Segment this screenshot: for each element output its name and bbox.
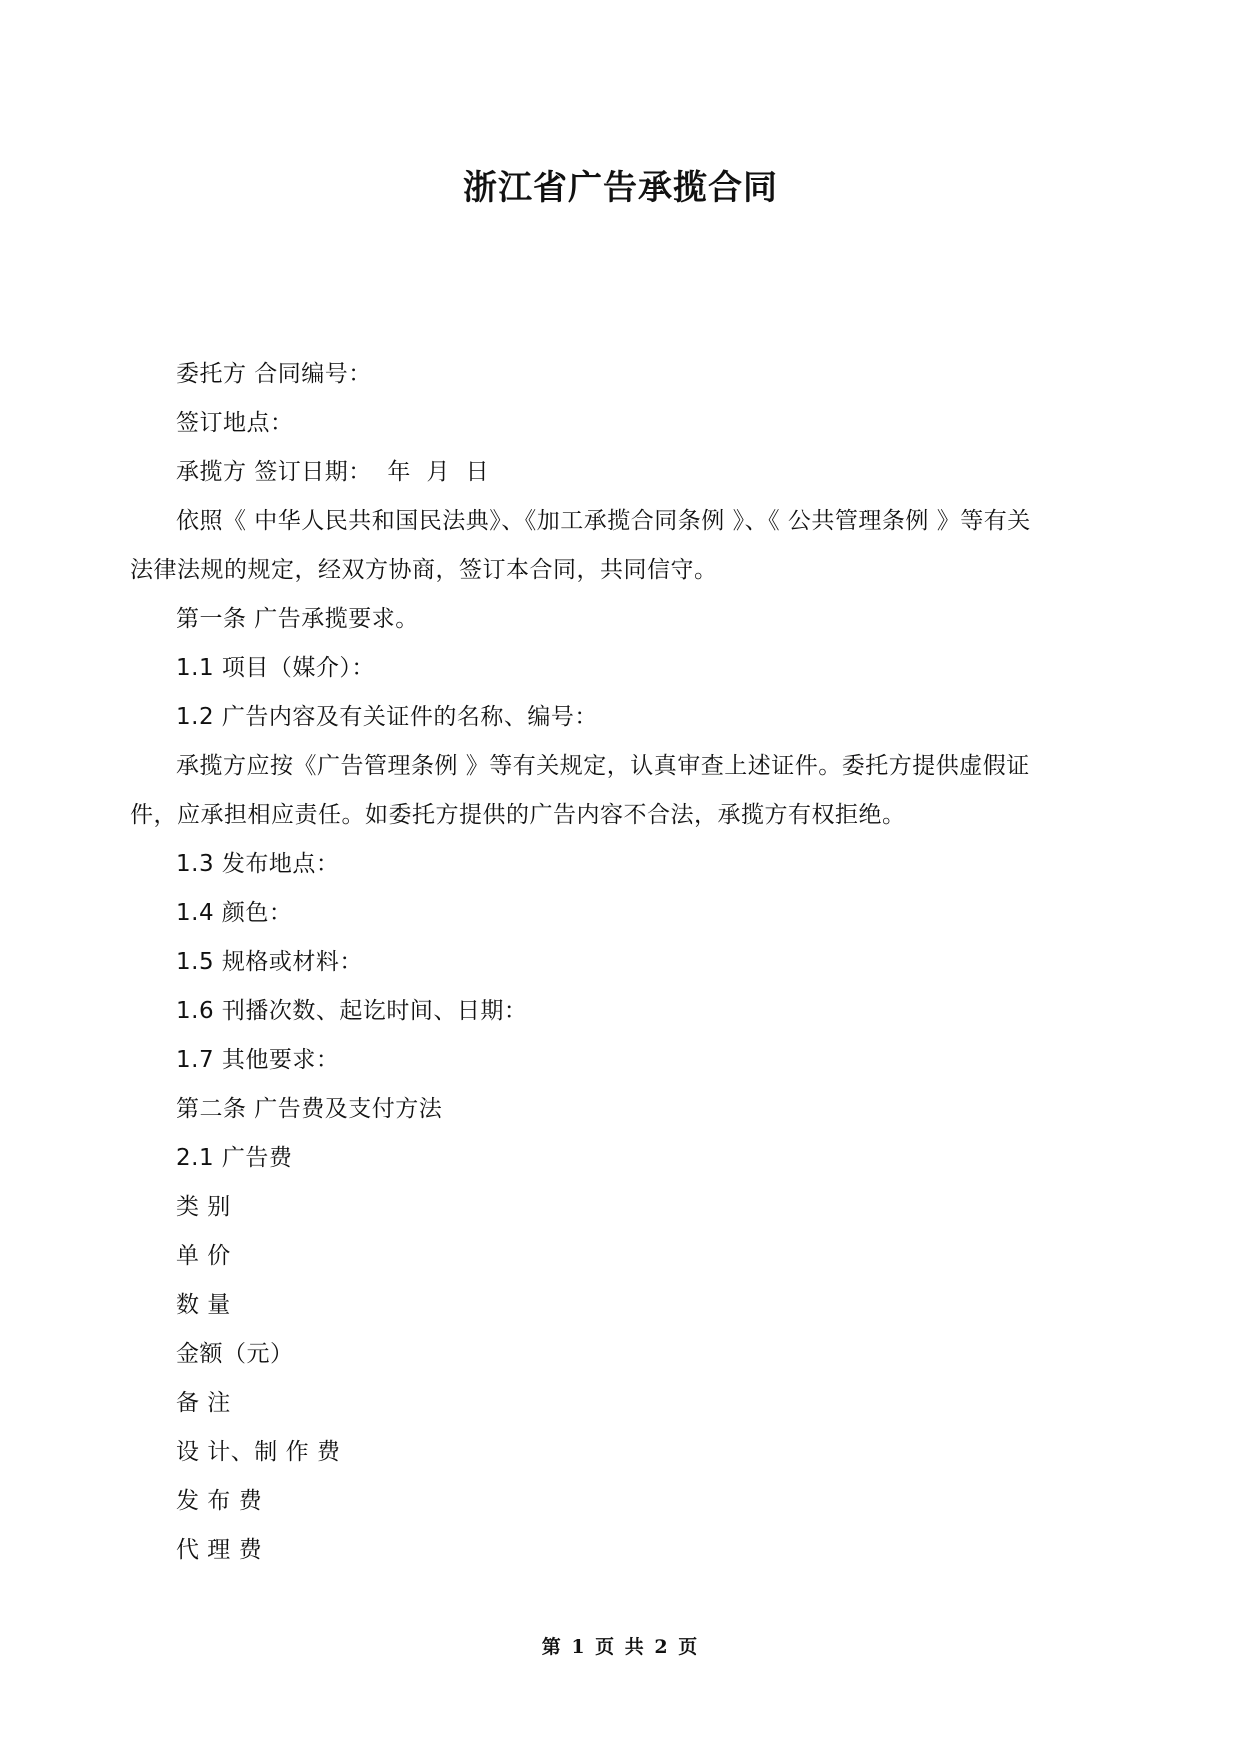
line-client-contract-no: 委托方 合同编号： bbox=[176, 361, 372, 387]
contract-body bbox=[130, 350, 1092, 1575]
item-1-5: 1.5 规格或材料： bbox=[176, 949, 363, 975]
item-1-7: 1.7 其他要求： bbox=[176, 1047, 340, 1073]
fee-agency: 代 理 费 bbox=[176, 1537, 263, 1563]
article-2-heading: 第二条 广告费及支付方法 bbox=[176, 1096, 443, 1122]
line-basis-1: 依照《 中华人民共和国民法典》、《加工承揽合同条例 》、《 公共管理条例 》等有关 bbox=[176, 508, 1031, 534]
item-1-1: 1.1 项目（媒介）： bbox=[176, 655, 375, 681]
item-2-1: 2.1 广告费 bbox=[176, 1145, 293, 1171]
page-footer: 第 1 页 共 2 页 bbox=[541, 1636, 700, 1658]
fee-publishing: 发 布 费 bbox=[176, 1488, 263, 1514]
document-title: 浙江省广告承揽合同 bbox=[463, 168, 778, 208]
line-basis-2: 法律法规的规定，经双方协商，签订本合同，共同信守。 bbox=[130, 557, 718, 583]
fee-design-production: 设 计、制 作 费 bbox=[176, 1439, 341, 1465]
article-1-heading: 第一条 广告承揽要求。 bbox=[176, 606, 419, 632]
fee-amount: 金额（元） bbox=[176, 1341, 294, 1367]
fee-remarks: 备 注 bbox=[176, 1390, 231, 1416]
review-clause-1: 承揽方应按《广告管理条例 》等有关规定，认真审查上述证件。委托方提供虚假证 bbox=[176, 753, 1030, 779]
fee-category: 类 别 bbox=[176, 1194, 231, 1220]
item-1-6: 1.6 刊播次数、起讫时间、日期： bbox=[176, 998, 528, 1024]
item-1-3: 1.3 发布地点： bbox=[176, 851, 340, 877]
item-1-4: 1.4 颜色： bbox=[176, 900, 293, 926]
line-contractor-date: 承揽方 签订日期： 年 月 日 bbox=[176, 459, 490, 485]
fee-unit-price: 单 价 bbox=[176, 1243, 231, 1269]
fee-quantity: 数 量 bbox=[176, 1292, 231, 1318]
item-1-2: 1.2 广告内容及有关证件的名称、编号： bbox=[176, 704, 598, 730]
line-signing-place: 签订地点： bbox=[176, 410, 294, 436]
review-clause-2: 件，应承担相应责任。如委托方提供的广告内容不合法，承揽方有权拒绝。 bbox=[130, 802, 906, 828]
